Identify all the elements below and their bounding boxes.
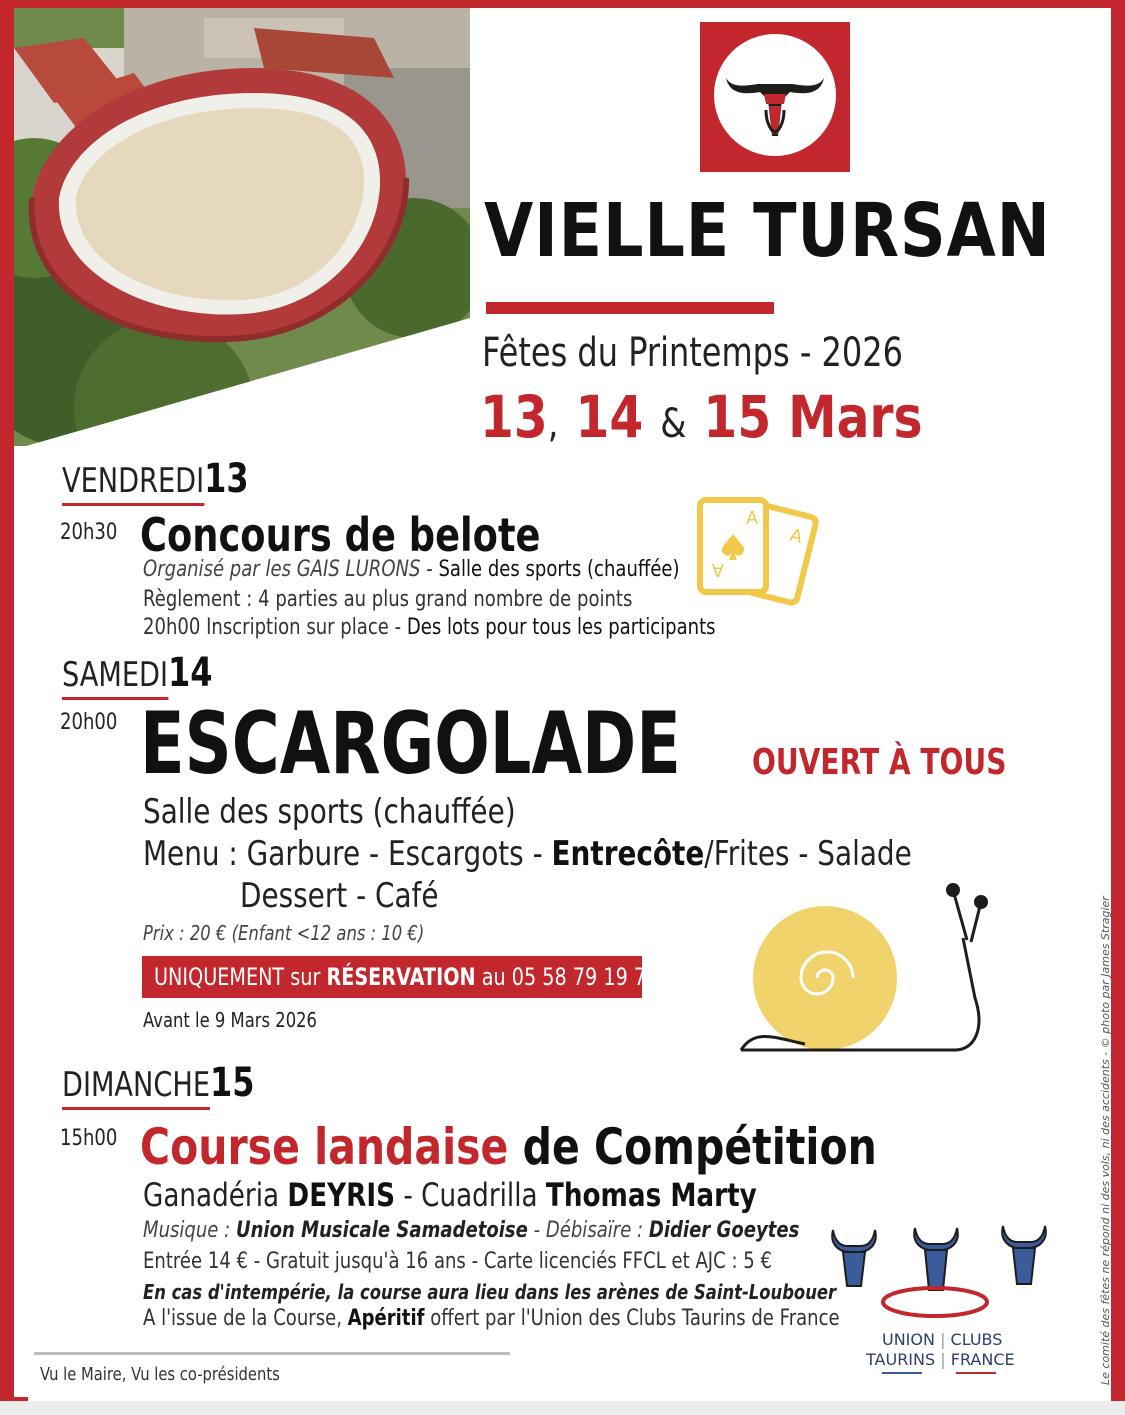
uctf-rule-blue: [882, 1372, 922, 1374]
inscription-text: 20h00 Inscription sur place: [143, 615, 389, 640]
prizes-text: Des lots pour tous les participants: [406, 615, 716, 640]
frame-left: [0, 0, 14, 1415]
event-menu: [143, 834, 912, 874]
event-title: ESCARGOLADE: [140, 694, 681, 794]
page-subtitle: Fêtes du Printemps - 2026: [482, 330, 903, 376]
organizer-place: Salle des sports (chauffée): [438, 557, 680, 582]
snail-icon: [735, 878, 1005, 1058]
organizer-sep: -: [420, 557, 439, 582]
event-aperitif: [143, 1306, 840, 1331]
page-title: VIELLE TURSAN: [484, 188, 1051, 274]
date-3: 15 Mars: [703, 383, 923, 451]
uctf-line-1: UNION | CLUBS: [882, 1330, 1003, 1349]
uctf-line-2: TAURINS | FRANCE: [866, 1350, 1015, 1369]
playing-cards-icon: [690, 490, 820, 615]
cuadrilla-name: Thomas Marty: [545, 1176, 757, 1214]
gan-part-3: - Cuadrilla: [394, 1176, 546, 1214]
reservation-part-1: UNIQUEMENT sur: [154, 963, 327, 991]
reservation-phone: au 05 58 79 19 71: [475, 963, 659, 991]
gan-name: DEYRIS: [287, 1176, 395, 1214]
uctf-word: FRANCE: [950, 1350, 1015, 1369]
date-sep-1: ,: [547, 401, 559, 447]
logo-circle: [714, 34, 836, 156]
debisaire-name: Didier Goeytes: [648, 1218, 800, 1243]
reservation-deadline: Avant le 9 Mars 2026: [143, 1008, 317, 1032]
uctf-rule-red: [956, 1372, 996, 1374]
svg-text:A: A: [711, 559, 724, 580]
organizer-text: Organisé par les GAIS LURONS: [143, 557, 421, 582]
day-name: VENDREDI: [62, 461, 204, 506]
music-part-1: Musique :: [143, 1218, 236, 1243]
event-organizer: [143, 557, 680, 582]
reservation-highlight: RÉSERVATION: [326, 963, 476, 991]
svg-text:A: A: [746, 508, 759, 529]
menu-part-1: Menu : Garbure - Escargots -: [143, 834, 552, 874]
bulls-icon: [815, 1212, 1065, 1332]
event-music: [143, 1218, 799, 1243]
event-entry: Entrée 14 € - Gratuit jusqu'à 16 ans - Carte licenciés FFCL et AJC : 5 €: [143, 1249, 772, 1274]
music-part-3: - Débisaïre :: [527, 1218, 649, 1243]
frame-right: [1111, 0, 1125, 1415]
aperitif-part-3: offert par l'Union des Clubs Taurins de France: [424, 1306, 840, 1331]
aperitif-part-1: A l'issue de la Course,: [143, 1306, 348, 1331]
event-weather-note: En cas d'intempérie, la course aura lieu dans les arènes de Saint-Loubouer: [143, 1280, 837, 1304]
uctf-word: TAURINS: [866, 1350, 936, 1369]
signature-text: Vu le Maire, Vu les co-présidents: [40, 1364, 280, 1385]
title-underline: [486, 302, 774, 314]
uctf-word: CLUBS: [950, 1330, 1003, 1349]
frame-top: [0, 0, 1125, 8]
frame-bottom: [0, 1401, 1125, 1415]
day-number: 14: [168, 650, 213, 696]
day-name: SAMEDI: [62, 655, 168, 700]
svg-text:A: A: [787, 524, 805, 549]
menu-part-3: /Frites - Salade: [704, 834, 912, 874]
frame-bottom-accent: [0, 1397, 28, 1401]
date-sep-2: &: [660, 401, 687, 447]
event-time: 20h00: [60, 710, 118, 735]
event-price: Prix : 20 € (Enfant <12 ans : 10 €): [143, 921, 425, 945]
day-number: 15: [210, 1060, 255, 1106]
gan-part-1: Ganadéria: [143, 1176, 288, 1214]
event-inscription: [143, 615, 716, 640]
logo-box: [700, 22, 850, 172]
reservation-text: [154, 963, 658, 991]
event-title: [140, 1118, 877, 1176]
uctf-word: UNION: [882, 1330, 935, 1349]
bull-logo-icon: [714, 34, 836, 156]
event-title-highlight: Course landaise: [140, 1118, 509, 1176]
credit-text: Le comité des fêtes ne répond ni des vols, ni des accidents - © photo par James Stragier: [1099, 896, 1112, 1385]
event-dates: [480, 383, 923, 451]
event-menu-2: Dessert - Café: [240, 876, 439, 916]
arena-photo: [14, 8, 470, 446]
event-time: 20h30: [60, 520, 118, 545]
open-to-all-badge: OUVERT À TOUS: [752, 742, 1007, 783]
event-place: Salle des sports (chauffée): [143, 792, 516, 832]
aperitif-highlight: Apéritif: [347, 1306, 425, 1331]
day-heading-sunday: [62, 1060, 255, 1106]
day-number: 13: [204, 456, 249, 502]
day-heading-saturday: [62, 650, 213, 696]
event-title-rest: de Compétition: [508, 1118, 877, 1176]
inscription-sep: -: [388, 615, 407, 640]
day-name: DIMANCHE: [62, 1065, 210, 1110]
event-rules: Règlement : 4 parties au plus grand nombre de points: [143, 587, 633, 612]
date-1: 13: [480, 383, 548, 451]
date-2: 14: [575, 383, 644, 451]
event-ganaderia: [143, 1176, 757, 1214]
music-band: Union Musicale Samadetoise: [235, 1218, 528, 1243]
signature-line: [34, 1352, 510, 1355]
day-heading-friday: [62, 456, 249, 502]
event-time: 15h00: [60, 1126, 118, 1151]
event-title: Concours de belote: [140, 508, 541, 562]
menu-highlight: Entrecôte: [551, 834, 705, 874]
